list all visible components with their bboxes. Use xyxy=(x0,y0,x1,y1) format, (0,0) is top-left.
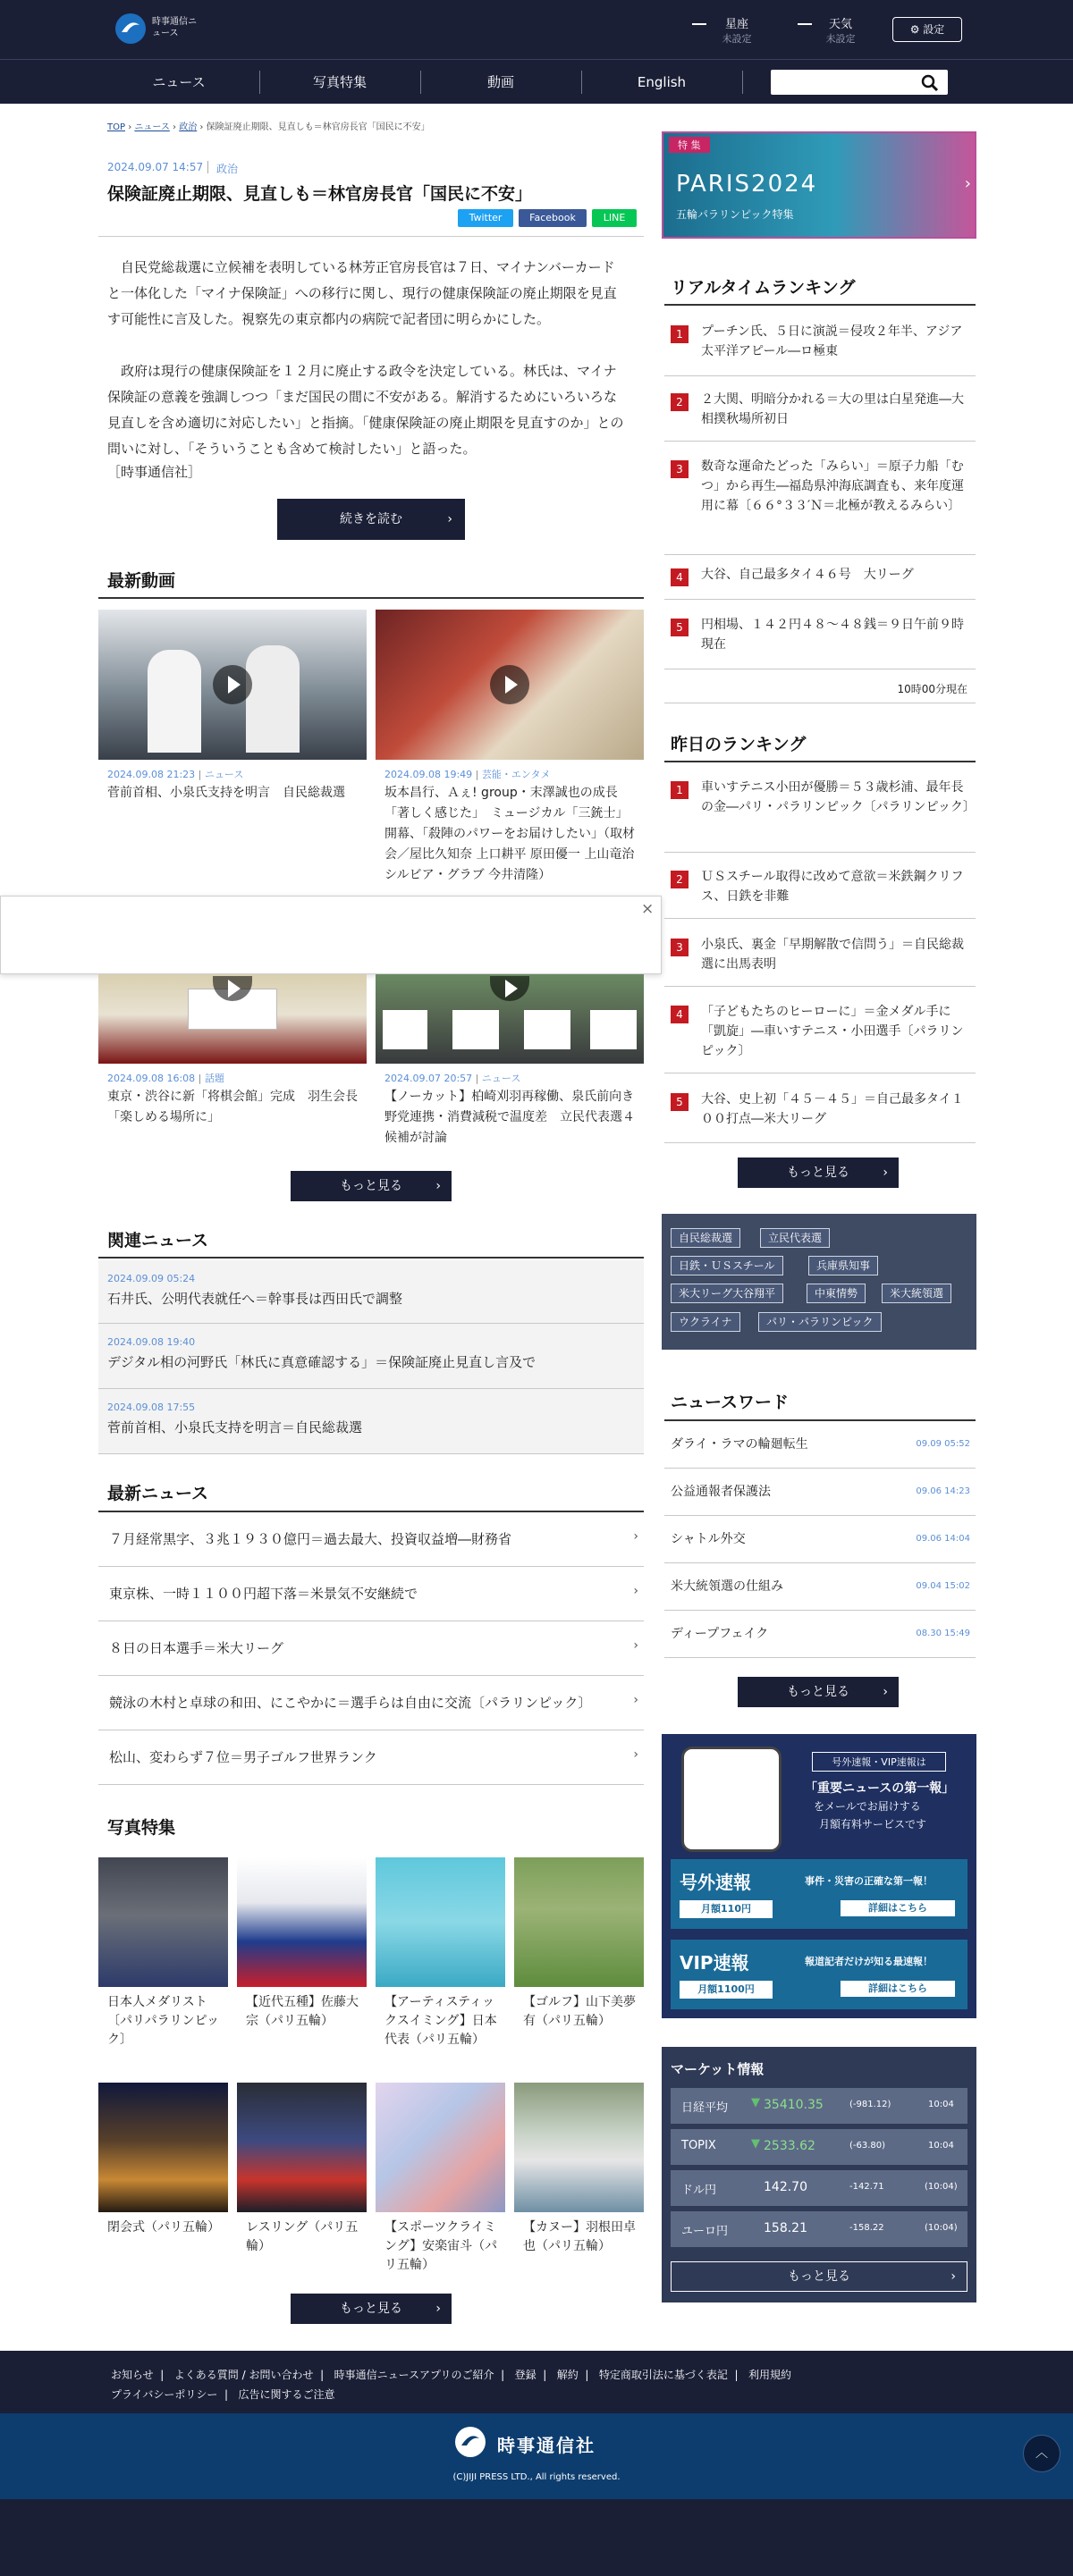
rank-number: 2 xyxy=(671,871,689,888)
latest-item-3[interactable] xyxy=(98,1621,644,1676)
photo-thumb-2[interactable] xyxy=(237,1857,367,1987)
gogai-description: 事件・災害の正確な第一報！ xyxy=(805,1875,933,1887)
vip-line-3: 月額有料サービスです xyxy=(819,1818,927,1831)
newsword-title: ダライ・ラマの輪廻転生 xyxy=(671,1437,808,1452)
photo-caption-8[interactable]: 【カヌー】羽根田卓也（パリ五輪） xyxy=(523,2220,636,2253)
newsword-title: ディープフェイク xyxy=(671,1627,769,1641)
chevron-right-icon: › xyxy=(633,1529,638,1544)
breadcrumb: TOP › ニュース › 政治 › 保険証廃止期限、見直しも＝林官房長官「国民に不安」 xyxy=(107,122,430,132)
gogai-details-link[interactable]: 詳細はこちら xyxy=(841,1900,955,1916)
photos-more-button[interactable] xyxy=(291,2294,452,2324)
nav-divider xyxy=(581,71,582,94)
page-bottom xyxy=(0,2499,1073,2576)
market-row-3[interactable] xyxy=(671,2170,967,2206)
yesterday-item-5[interactable]: 大谷、史上初「４５－４５」＝自己最多タイ１００打点―米大リーグ xyxy=(701,1092,964,1126)
row-divider xyxy=(664,599,976,600)
market-change: (-63.80) xyxy=(849,2141,886,2151)
latest-item-2[interactable] xyxy=(98,1567,644,1621)
newsword-title: 公益通報者保護法 xyxy=(671,1485,771,1499)
chevron-right-icon: › xyxy=(633,1638,638,1653)
rank-number: 3 xyxy=(671,460,689,478)
breadcrumb-politics[interactable]: 政治 xyxy=(179,122,198,132)
realtime-item-2[interactable]: ２大関、明暗分かれる＝大の里は白星発進―大相撲秋場所初日 xyxy=(701,392,964,426)
video-sign xyxy=(383,1010,427,1049)
photos-heading: 写真特集 xyxy=(107,1818,176,1838)
footer-link[interactable]: お知らせ xyxy=(111,2369,154,2381)
latest-title: 松山、変わらず７位＝男子ゴルフ世界ランク xyxy=(109,1749,377,1765)
global-nav xyxy=(0,59,1073,104)
section-rule xyxy=(98,597,644,599)
tenki-widget[interactable] xyxy=(824,14,857,46)
article-paragraph-2: 政府は現行の健康保険証を１２月に廃止する政令を決定している。林氏は、マイナ保険証の意義を強調しつつ「まだ国民の間に不安がある。解消するためにいろいろな見直しを含め適切に対応したい」と指摘。「健康保険証の廃止期限を見直すのか」との問いに対し、「そういうことも含めて検討したい」と語った。 xyxy=(107,363,624,457)
footer-link[interactable]: 利用規約 xyxy=(748,2369,792,2381)
gogai-title: 号外速報 xyxy=(680,1872,751,1893)
market-row-4[interactable] xyxy=(671,2211,967,2247)
market-time: 10:04 xyxy=(928,2141,954,2151)
photo-caption-4[interactable]: 【ゴルフ】山下美夢有（パリ五輪） xyxy=(523,1995,636,2028)
related-item-3[interactable] xyxy=(98,1389,644,1453)
market-panel xyxy=(662,2047,976,2302)
breadcrumb-current: 保険証廃止期限、見直しも＝林官房長官「国民に不安」 xyxy=(206,122,430,132)
video-date: 2024.09.08 21:23 xyxy=(107,769,196,780)
latest-heading: 最新ニュース xyxy=(107,1484,209,1503)
line-label: LINE xyxy=(603,212,626,223)
chevron-right-icon: › xyxy=(435,1179,441,1193)
topic-tag[interactable]: 中東情勢 xyxy=(807,1284,866,1303)
play-icon xyxy=(490,665,529,704)
back-to-top-button[interactable] xyxy=(1023,2435,1060,2472)
chevron-right-icon: › xyxy=(633,1747,638,1762)
market-change: (-981.12) xyxy=(849,2100,891,2109)
photo-caption-6[interactable]: レスリング（パリ五輪） xyxy=(246,2220,359,2253)
realtime-item-4[interactable]: 大谷、自己最多タイ４６号 大リーグ xyxy=(701,568,914,582)
video-date: 2024.09.08 16:08 xyxy=(107,1073,196,1084)
triangle-down-icon: ▼ xyxy=(751,2096,760,2109)
row-divider xyxy=(664,375,976,376)
newsword-item-1[interactable] xyxy=(664,1421,976,1469)
realtime-item-5[interactable]: 円相場、１４２円４８～４８銭＝９日午前９時現在 xyxy=(701,618,964,652)
continue-reading-button[interactable] xyxy=(277,499,465,540)
vip-promo-button[interactable] xyxy=(671,1940,967,2009)
realtime-item-3[interactable]: 数奇な運命たどった「みらい」＝原子力船「むつ」から再生―福島県沖海底調査も、来年度運用に幕〔６６°３３′Ｎ＝北極が教えるみらい〕 xyxy=(701,459,964,513)
ad-banner-overlay[interactable] xyxy=(0,896,662,974)
related-date: 2024.09.08 17:55 xyxy=(107,1402,196,1413)
phone-mockup-image xyxy=(681,1747,782,1852)
video-sign xyxy=(590,1010,637,1049)
video-thumb-4[interactable] xyxy=(376,974,644,1064)
topic-tag[interactable]: 立民代表選 xyxy=(760,1228,830,1248)
settings-label: 設定 xyxy=(923,23,945,36)
breadcrumb-news[interactable]: ニュース xyxy=(134,122,170,132)
nav-divider xyxy=(420,71,421,94)
photo-thumb-1[interactable] xyxy=(98,1857,228,1987)
play-icon xyxy=(213,665,252,704)
newsword-date: 09.06 14:23 xyxy=(916,1486,970,1496)
tenki-dash xyxy=(798,23,812,25)
latest-item-1[interactable] xyxy=(98,1512,644,1567)
nav-video[interactable]: 動画 xyxy=(486,74,514,90)
vip-title: VIP速報 xyxy=(680,1952,749,1974)
video-sign xyxy=(524,1010,570,1049)
row-divider xyxy=(664,986,976,987)
row-divider xyxy=(664,918,976,919)
video-date: 2024.09.08 19:49 xyxy=(384,769,473,780)
photo-thumb-6[interactable] xyxy=(237,2083,367,2212)
footer-links: お知らせ | よくある質問 / お問い合わせ | 時事通信ニュースアプリのご紹介 | 登録 | 解約 | 特定商取引法に基づく表記 | 利用規約 プライバシーポリシー | 広告に関するご注意 xyxy=(0,2351,1073,2413)
market-row-1[interactable] xyxy=(671,2088,967,2124)
video-card-2-title[interactable]: 坂本昌行、Ａぇ! group・末澤誠也の成長「著しく感じた」 ミュージカル「三銃士」開幕、「殺陣のパワーをお届けしたい」（取材会／屋比久知奈 上口耕平 原田優一 上山竜治 シルビア・グラブ 今井清隆） xyxy=(384,786,635,882)
market-time: (10:04) xyxy=(925,2223,958,2233)
videos-more-button[interactable] xyxy=(291,1171,452,1201)
nav-english[interactable]: English xyxy=(637,74,687,90)
seiza-value: 未設定 xyxy=(722,33,752,45)
play-icon xyxy=(490,976,529,1001)
article-title: 保険証廃止期限、見直しも＝林官房長官「国民に不安」 xyxy=(107,184,533,204)
rank-number: 4 xyxy=(671,1006,689,1023)
related-item-2[interactable] xyxy=(98,1324,644,1388)
video-card-4-meta: 2024.09.07 20:57 | ニュース xyxy=(384,1073,521,1084)
video-figure xyxy=(246,645,300,753)
related-heading: 関連ニュース xyxy=(107,1231,209,1250)
video-category[interactable]: ニュース xyxy=(204,769,244,780)
footer-link[interactable]: プライバシーポリシー xyxy=(111,2388,218,2401)
related-date: 2024.09.08 19:40 xyxy=(107,1336,196,1348)
twitter-share-button[interactable] xyxy=(458,209,513,227)
latest-title: 競泳の木村と卓球の和田、にこやかに＝選手らは自由に交流〔パラリンピック〕 xyxy=(109,1695,592,1711)
rank-number: 5 xyxy=(671,1093,689,1111)
paris2024-banner[interactable] xyxy=(662,131,976,239)
chevron-right-icon: › xyxy=(964,174,971,193)
site-logo[interactable] xyxy=(114,13,195,45)
video-card-1-meta: 2024.09.08 21:23 | ニュース xyxy=(107,769,244,780)
section-rule xyxy=(98,1257,644,1259)
newsword-item-5[interactable] xyxy=(664,1611,976,1658)
newsword-title: 米大統領選の仕組み xyxy=(671,1579,783,1594)
jiji-logo-icon xyxy=(114,13,147,45)
vip-promo-panel xyxy=(662,1734,976,2018)
rank-number: 5 xyxy=(671,619,689,636)
more-label: もっと見る xyxy=(340,1179,402,1193)
video-category[interactable]: 芸能・エンタメ xyxy=(481,769,551,780)
close-icon[interactable]: × xyxy=(641,900,655,918)
videos-heading: 最新動画 xyxy=(107,571,176,591)
topic-tag[interactable]: 自民総裁選 xyxy=(671,1228,740,1248)
topic-tag[interactable]: ウクライナ xyxy=(671,1312,740,1332)
more-label: もっと見る xyxy=(340,2302,402,2316)
facebook-share-button[interactable] xyxy=(519,209,587,227)
section-rule xyxy=(664,304,976,306)
photo-thumb-7[interactable] xyxy=(376,2083,505,2212)
market-row-2[interactable] xyxy=(671,2129,967,2165)
triangle-down-icon: ▼ xyxy=(751,2137,760,2151)
newsword-title: シャトル外交 xyxy=(671,1532,746,1546)
logo-text: 時事通信ニュース xyxy=(152,17,197,38)
chevron-right-icon: › xyxy=(883,1166,888,1180)
gogai-promo-button[interactable] xyxy=(671,1859,967,1929)
chevron-up-icon: ︿ xyxy=(1035,2446,1048,2461)
yesterday-item-4[interactable]: 「子どもたちのヒーローに」＝金メダル手に「凱旋」―車いすテニス・小田選手〔パラリンピック〕 xyxy=(701,1005,964,1058)
newsword-item-3[interactable] xyxy=(664,1516,976,1563)
market-name: TOPIX xyxy=(681,2139,716,2152)
yesterday-item-1[interactable]: 車いすテニス小田が優勝＝５３歳杉浦、最年長の金―パリ・パラリンピック〔パラリンピック〕 xyxy=(701,780,976,814)
facebook-label: Facebook xyxy=(529,212,576,223)
footer-link[interactable]: 解約 xyxy=(556,2369,579,2381)
topic-tag[interactable]: 米大統領選 xyxy=(882,1284,951,1303)
row-divider xyxy=(664,554,976,555)
photo-caption-2[interactable]: 【近代五種】佐藤大宗（パリ五輪） xyxy=(246,1995,359,2028)
market-change: -142.71 xyxy=(849,2182,884,2192)
banner-subtitle: 五輪パラリンピック特集 xyxy=(676,208,794,221)
market-value: 142.70 xyxy=(764,2180,807,2194)
video-card-1-title[interactable]: 菅前首相、小泉氏支持を明言 自民総裁選 xyxy=(107,786,345,800)
article-divider xyxy=(98,236,644,237)
photo-caption-1[interactable]: 日本人メダリスト〔パリパラリンピック〕 xyxy=(107,1995,220,2047)
footer-brand-name: 時事通信社 xyxy=(497,2435,596,2456)
seiza-widget[interactable] xyxy=(721,14,753,46)
footer-link[interactable]: よくある質問 / お問い合わせ xyxy=(173,2369,314,2381)
vip-description: 報道記者だけが知る最速報！ xyxy=(805,1956,933,1967)
photo-thumb-8[interactable] xyxy=(514,2083,644,2212)
vip-details-link[interactable]: 詳細はこちら xyxy=(841,1981,955,1997)
photo-caption-3[interactable]: 【アーティスティックスイミング】日本代表（パリ五輪） xyxy=(384,1995,497,2047)
breadcrumb-top[interactable]: TOP xyxy=(107,122,126,132)
photo-thumb-3[interactable] xyxy=(376,1857,505,1987)
row-divider xyxy=(664,852,976,853)
more-label: もっと見る xyxy=(787,1166,849,1180)
topic-tags-panel xyxy=(662,1214,976,1350)
photo-caption-5[interactable]: 閉会式（パリ五輪） xyxy=(107,2220,220,2235)
market-more-button[interactable] xyxy=(671,2261,967,2292)
row-divider xyxy=(664,1142,976,1143)
yesterday-more-button[interactable] xyxy=(738,1158,899,1188)
related-date: 2024.09.09 05:24 xyxy=(107,1273,196,1284)
section-rule xyxy=(664,761,976,762)
related-title: デジタル相の河野氏「林氏に真意確認する」＝保険証廃止見直し言及で xyxy=(107,1354,536,1370)
video-card-3-title[interactable]: 東京・渋谷に新「将棋会館」完成 羽生会長「楽しめる場所に」 xyxy=(107,1090,358,1124)
vip-price: 月額1100円 xyxy=(680,1981,773,1999)
article-category[interactable]: 政治 xyxy=(216,163,239,175)
footer-link[interactable]: 広告に関するご注意 xyxy=(238,2388,335,2401)
chevron-right-icon: › xyxy=(633,1584,638,1598)
latest-item-4[interactable] xyxy=(98,1676,644,1730)
rank-number: 4 xyxy=(671,568,689,586)
jiji-logo-icon[interactable] xyxy=(451,2426,490,2458)
tenki-label: 天気 xyxy=(828,18,852,31)
gogai-price: 月額110円 xyxy=(680,1900,773,1918)
video-card-4-title[interactable]: 【ノーカット】柏崎刈羽再稼働、泉氏前向き 野党連携・消費減税で温度差 立民代表選４候補が討論 xyxy=(384,1090,647,1145)
more-label: もっと見る xyxy=(787,1685,849,1699)
nav-divider xyxy=(742,71,743,94)
market-name: 日経平均 xyxy=(681,2101,729,2115)
newsword-date: 09.06 14:04 xyxy=(916,1534,970,1544)
vip-badge: 号外速報・VIP速報は xyxy=(812,1752,946,1772)
market-change: -158.22 xyxy=(849,2223,884,2233)
chevron-right-icon: › xyxy=(435,2302,441,2316)
market-name: ドル円 xyxy=(681,2184,717,2197)
topic-tag[interactable]: 米大リーグ大谷翔平 xyxy=(671,1284,783,1303)
tenki-value: 未設定 xyxy=(825,33,856,45)
footer-brand xyxy=(0,2413,1073,2499)
realtime-item-1[interactable]: プーチン氏、５日に演説＝侵攻２年半、アジア太平洋アピール―ロ極東 xyxy=(701,324,963,358)
more-label: もっと見る xyxy=(788,2269,850,2284)
newsword-heading: ニュースワード xyxy=(671,1393,790,1412)
latest-item-5[interactable] xyxy=(98,1730,644,1785)
nav-news[interactable]: ニュース xyxy=(152,74,206,90)
topic-tag[interactable]: 日鉄・ＵＳスチール xyxy=(671,1256,783,1275)
video-card-2-meta: 2024.09.08 19:49 | 芸能・エンタメ xyxy=(384,769,551,780)
market-time: 10:04 xyxy=(928,2100,954,2109)
related-title: 菅前首相、小泉氏支持を明言＝自民総裁選 xyxy=(107,1419,363,1435)
video-thumb-2[interactable] xyxy=(376,610,644,760)
latest-title: ８日の日本選手＝米大リーグ xyxy=(109,1640,284,1656)
realtime-timestamp: 10時00分現在 xyxy=(897,683,967,695)
photo-caption-7[interactable]: 【スポーツクライミング】安楽宙斗（パリ五輪） xyxy=(384,2220,498,2272)
article-date: 2024.09.07 14:57 xyxy=(107,161,204,173)
photo-thumb-5[interactable] xyxy=(98,2083,228,2212)
video-category[interactable]: ニュース xyxy=(481,1073,521,1084)
banner-title: PARIS2024 xyxy=(676,171,818,198)
footer-link[interactable]: 時事通信ニュースアプリのご紹介 xyxy=(334,2369,494,2381)
market-heading: マーケット情報 xyxy=(671,2061,765,2077)
search-icon[interactable] xyxy=(921,74,939,92)
market-value: 35410.35 xyxy=(764,2098,824,2112)
chevron-right-icon: › xyxy=(633,1693,638,1707)
photo-thumb-4[interactable] xyxy=(514,1857,644,1987)
article-paragraph-1: 自民党総裁選に立候補を表明している林芳正官房長官は７日、マイナンバーカードと一体化した「マイナ保険証」への移行に関し、現行の健康保険証の廃止期限を見直す可能性に言及した。視察先の東京都内の病院で記者団に明らかにした。 xyxy=(107,259,617,327)
newsword-date: 09.04 15:02 xyxy=(916,1581,970,1591)
market-value: 2533.62 xyxy=(764,2139,815,2153)
market-time: (10:04) xyxy=(925,2182,958,2192)
newsword-item-4[interactable] xyxy=(664,1563,976,1611)
video-category[interactable]: 話題 xyxy=(204,1073,224,1084)
seiza-label: 星座 xyxy=(724,18,748,31)
newsword-date: 08.30 15:49 xyxy=(916,1629,970,1638)
article-credit: ［時事通信社］ xyxy=(107,464,202,480)
copyright: (C)JIJI PRESS LTD., All rights reserved. xyxy=(452,2472,621,2482)
line-share-button[interactable] xyxy=(592,209,637,227)
market-value: 158.21 xyxy=(764,2221,807,2235)
newsword-more-button[interactable] xyxy=(738,1677,899,1707)
site-header xyxy=(0,0,1073,59)
video-date: 2024.09.07 20:57 xyxy=(384,1073,473,1084)
market-name: ユーロ円 xyxy=(681,2225,729,2238)
topic-tag[interactable]: パリ・パラリンピック xyxy=(758,1312,882,1332)
settings-button[interactable] xyxy=(892,17,962,42)
video-thumb-1[interactable] xyxy=(98,610,367,760)
footer-link[interactable]: 登録 xyxy=(514,2369,536,2381)
rank-number: 2 xyxy=(671,393,689,411)
vip-line-2: をメールでお届けする xyxy=(814,1800,921,1813)
row-divider xyxy=(98,1453,644,1454)
topic-tag[interactable]: 兵庫県知事 xyxy=(808,1256,878,1275)
meta-divider xyxy=(207,161,208,173)
seiza-dash xyxy=(692,23,706,25)
video-card-3-meta: 2024.09.08 16:08 | 話題 xyxy=(107,1073,224,1084)
chevron-right-icon: › xyxy=(950,2269,956,2284)
twitter-label: Twitter xyxy=(469,212,503,223)
banner-tag: 特 集 xyxy=(669,137,710,153)
rank-number: 1 xyxy=(671,781,689,799)
footer-link[interactable]: 特定商取引法に基づく表記 xyxy=(598,2369,728,2381)
latest-title: 東京株、一時１１００円超下落＝米景気不安継続で xyxy=(109,1586,418,1602)
newsword-item-2[interactable] xyxy=(664,1469,976,1516)
row-divider xyxy=(664,441,976,442)
continue-label: 続きを読む xyxy=(340,512,402,526)
newsword-date: 09.09 05:52 xyxy=(916,1439,970,1449)
latest-title: ７月経常黒字、３兆１９３０億円＝過去最大、投資収益増―財務省 xyxy=(109,1531,512,1547)
video-sign xyxy=(452,1010,499,1049)
gear-icon: ⚙ xyxy=(909,23,920,36)
related-item-1[interactable] xyxy=(98,1260,644,1323)
nav-divider xyxy=(259,71,260,94)
yesterday-item-2[interactable]: ＵＳスチール取得に改めて意欲＝米鉄鋼クリフス、日鉄を非難 xyxy=(701,870,964,904)
rank-number: 3 xyxy=(671,939,689,956)
video-thumb-3[interactable] xyxy=(98,974,367,1064)
yesterday-ranking-heading: 昨日のランキング xyxy=(671,735,807,754)
vip-line-1: 「重要ニュースの第一報」 xyxy=(805,1781,955,1796)
chevron-right-icon: › xyxy=(883,1685,888,1699)
rank-number: 1 xyxy=(671,325,689,343)
yesterday-item-3[interactable]: 小泉氏、裏金「早期解散で信問う」＝自民総裁選に出馬表明 xyxy=(701,938,964,972)
nav-photos[interactable]: 写真特集 xyxy=(312,74,367,90)
related-title: 石井氏、公明代表就任へ＝幹事長は西田氏で調整 xyxy=(107,1291,403,1307)
video-figure xyxy=(148,650,201,753)
realtime-ranking-heading: リアルタイムランキング xyxy=(671,278,856,298)
chevron-right-icon: › xyxy=(447,512,452,526)
